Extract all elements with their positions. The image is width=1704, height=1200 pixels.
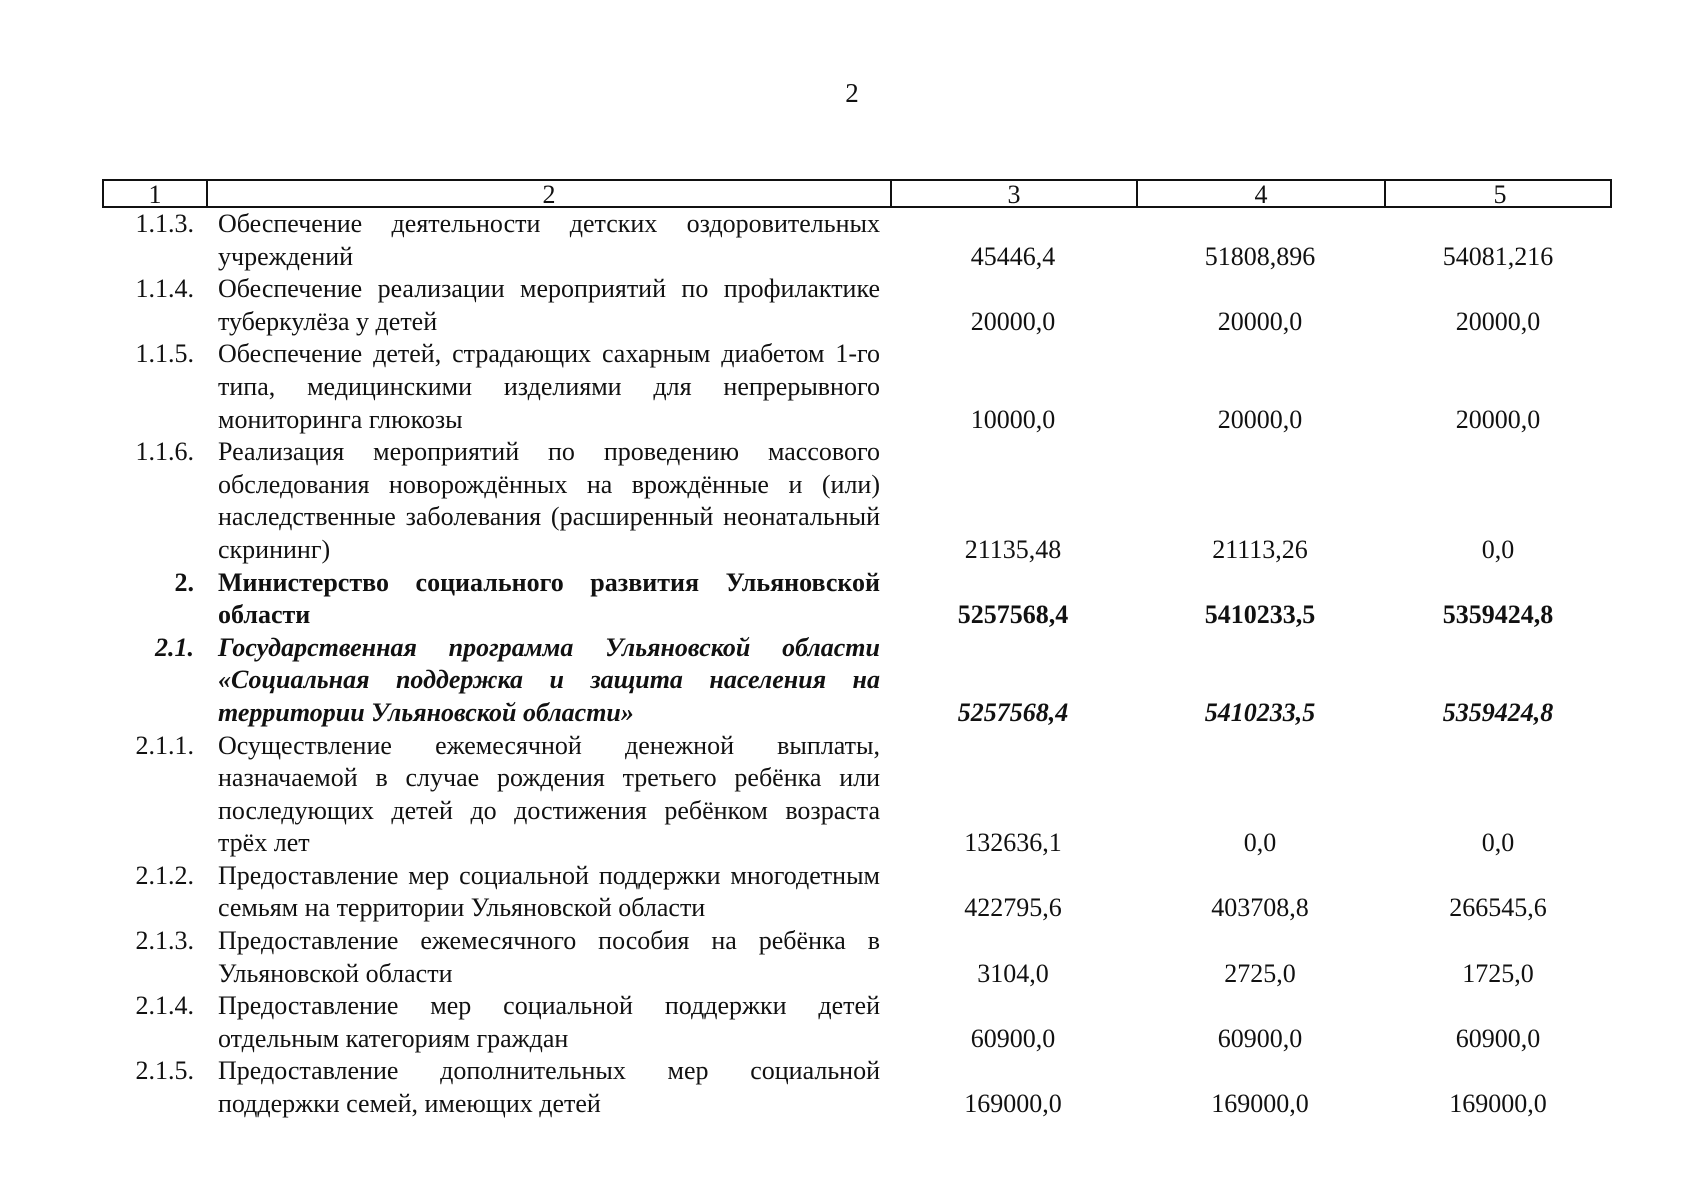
row-value-col-3: 20000,0 (970, 306, 1056, 336)
row-value-col-5: 0,0 (1481, 534, 1515, 564)
row-value-col-3: 169000,0 (964, 1089, 1062, 1119)
table-row (102, 730, 1612, 860)
row-name: Предоставление мер социальной поддержки многодетным семьям на территории Ульяновской области (218, 860, 880, 923)
row-name: Обеспечение реализации мероприятий по профилактике туберкулёза у детей (218, 274, 880, 336)
row-value-col-3: 132636,1 (964, 828, 1062, 858)
row-name: Обеспечение детей, страдающих сахарным диабетом 1-го типа, медицинскими изделиями для непрерывного мониторинга глюкозы (218, 339, 880, 434)
row-number: 1.1.4. (135, 274, 194, 304)
row-name: Предоставление дополнительных мер социальной поддержки семей, имеющих детей (218, 1056, 880, 1119)
row-value-col-4: 169000,0 (1211, 1089, 1309, 1119)
row-name: Осуществление ежемесячной денежной выплаты, назначаемой в случае рождения третьего ребёнка или последующих детей до достижения ребёнком возраста трёх лет (218, 730, 880, 858)
row-number: 2.1.2. (135, 860, 194, 890)
row-value-col-4: 21113,26 (1212, 534, 1308, 564)
header-col-3: 3 (892, 181, 1138, 206)
row-value-col-3: 45446,4 (970, 241, 1056, 271)
table-row (102, 925, 1612, 990)
row-name: Обеспечение деятельности детских оздоровительных учреждений (218, 209, 880, 271)
table-row (102, 436, 1612, 566)
row-value-col-3: 60900,0 (970, 1023, 1056, 1053)
row-value-col-3: 5257568,4 (957, 697, 1069, 727)
row-value-col-3: 422795,6 (964, 893, 1062, 923)
row-number: 2.1.1. (135, 730, 194, 760)
table-row (102, 1055, 1612, 1120)
row-value-col-4: 5410233,5 (1204, 697, 1316, 727)
row-value-col-4: 20000,0 (1217, 404, 1303, 434)
row-value-col-4: 2725,0 (1224, 958, 1296, 988)
row-value-col-3: 21135,48 (964, 534, 1062, 564)
table-row (102, 990, 1612, 1055)
row-number: 2.1.4. (135, 991, 194, 1021)
table-row-program (102, 632, 1612, 730)
row-value-col-4: 51808,896 (1204, 241, 1316, 271)
row-value-col-5: 60900,0 (1455, 1023, 1541, 1053)
row-value-col-5: 0,0 (1481, 828, 1515, 858)
row-value-col-5: 266545,6 (1449, 893, 1547, 923)
table-row (102, 860, 1612, 925)
table-row (102, 208, 1612, 273)
row-value-col-5: 20000,0 (1455, 306, 1541, 336)
table-row-ministry (102, 567, 1612, 632)
budget-table (102, 179, 1612, 1121)
row-name: Реализация мероприятий по проведению массового обследования новорождённых на врождённые и (или) наследственные заболевания (расширенный неонатальный скрининг) (218, 437, 880, 564)
row-value-col-3: 10000,0 (970, 404, 1056, 434)
header-col-4: 4 (1138, 181, 1386, 206)
row-name: Министерство социального развития Ульяновской области (218, 567, 880, 630)
row-value-col-5: 54081,216 (1442, 241, 1554, 271)
header-col-2: 2 (208, 181, 892, 206)
table-row (102, 338, 1612, 436)
row-number: 1.1.5. (135, 339, 194, 369)
row-value-col-4: 60900,0 (1217, 1023, 1303, 1053)
row-value-col-5: 169000,0 (1449, 1089, 1547, 1119)
row-number: 1.1.3. (135, 209, 194, 238)
row-name: Предоставление ежемесячного пособия на ребёнка в Ульяновской области (218, 926, 880, 988)
row-value-col-5: 1725,0 (1462, 958, 1534, 988)
row-value-col-4: 403708,8 (1211, 893, 1309, 923)
row-value-col-4: 5410233,5 (1204, 600, 1316, 630)
row-value-col-5: 20000,0 (1455, 404, 1541, 434)
row-number: 2.1. (155, 632, 194, 662)
row-value-col-5: 5359424,8 (1442, 697, 1554, 727)
row-number: 2.1.3. (135, 926, 194, 956)
row-value-col-3: 5257568,4 (957, 600, 1069, 630)
row-number: 2. (174, 567, 194, 597)
row-number: 1.1.6. (135, 437, 194, 467)
row-value-col-4: 20000,0 (1217, 306, 1303, 336)
table-row (102, 273, 1612, 338)
table-header-row (102, 179, 1612, 208)
row-value-col-4: 0,0 (1243, 828, 1277, 858)
row-name: Государственная программа Ульяновской области «Социальная поддержка и защита населения на территории Ульяновской области» (218, 632, 880, 727)
row-value-col-3: 3104,0 (977, 958, 1049, 988)
row-number: 2.1.5. (135, 1056, 194, 1086)
row-value-col-5: 5359424,8 (1442, 600, 1554, 630)
header-col-1: 1 (104, 181, 208, 206)
page-number: 2 (845, 78, 859, 108)
header-col-5: 5 (1493, 180, 1507, 209)
row-name: Предоставление мер социальной поддержки детей отдельным категориям граждан (218, 991, 880, 1053)
